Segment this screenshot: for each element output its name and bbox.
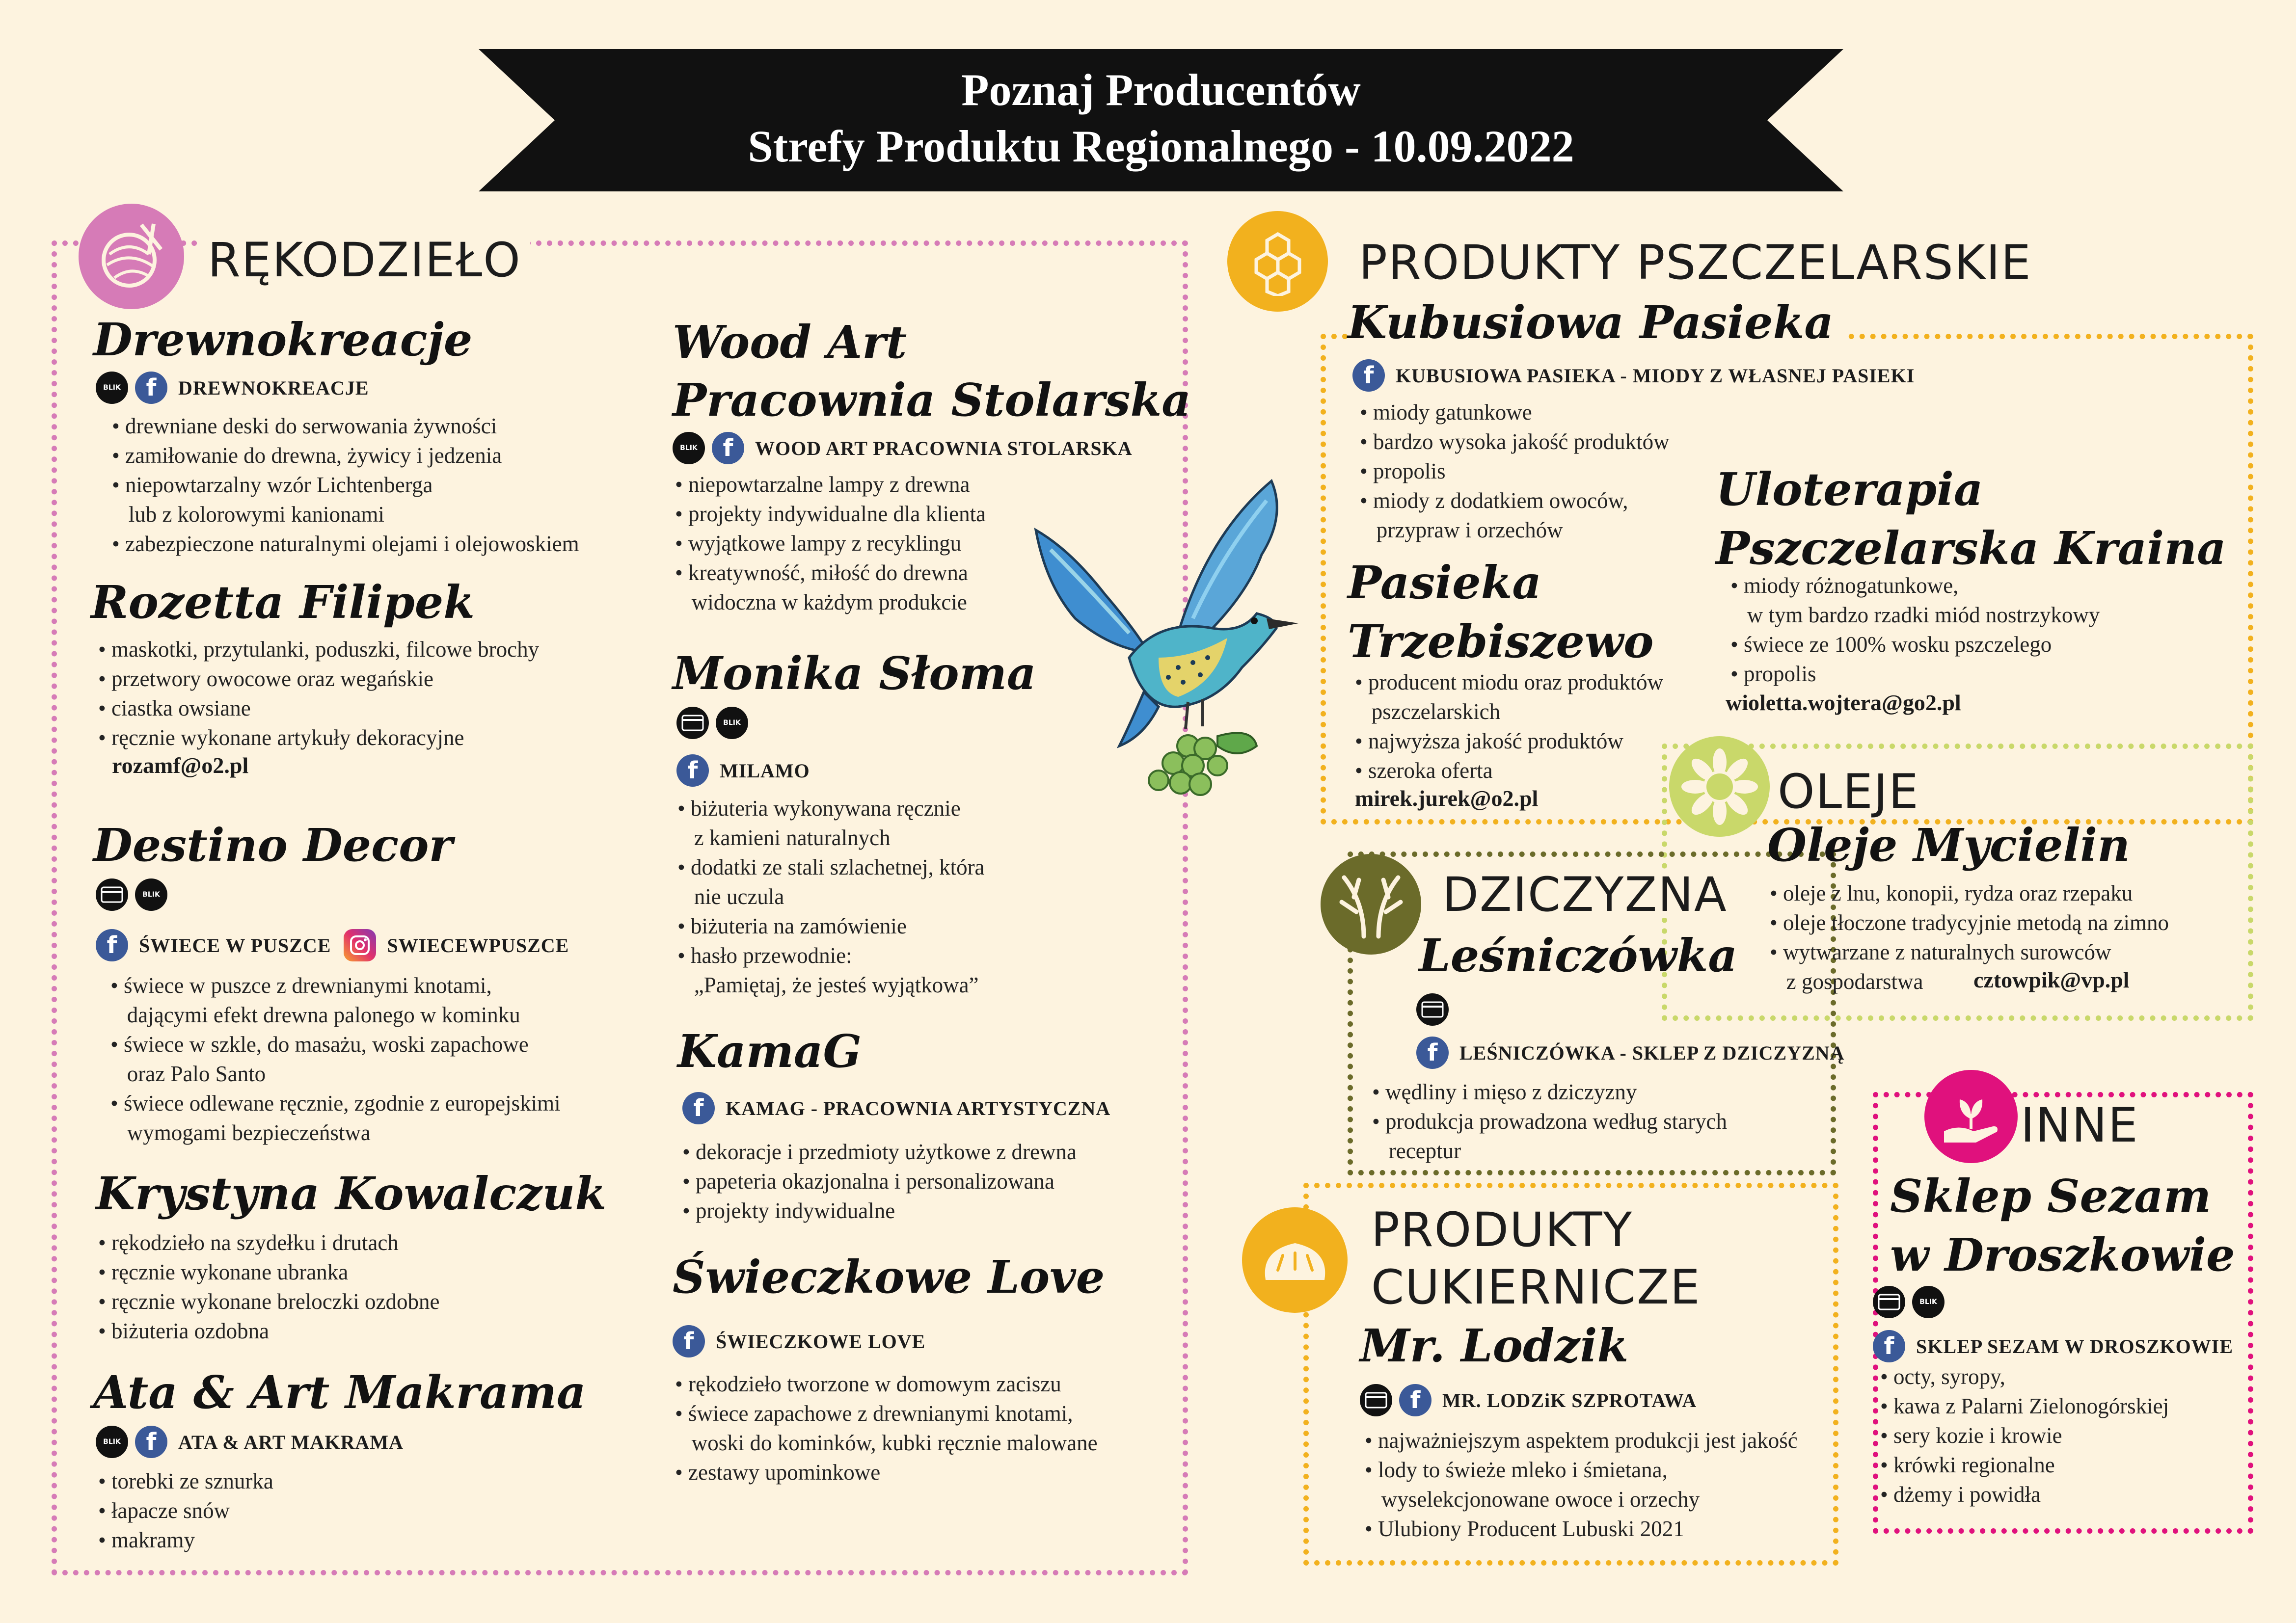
list-item: z gospodarstwa (1786, 969, 1923, 994)
list-item: nie uczula (694, 884, 784, 909)
producer-name-line2: Trzebiszewo (1348, 615, 1654, 668)
social-row (1360, 1384, 1702, 1416)
list-item: • oleje tłoczone tradycyjnie metodą na zimno (1770, 908, 2169, 937)
producer-name-line2: Pszczelarska Kraina (1716, 522, 2226, 575)
list-item: z kamieni naturalnych (694, 825, 891, 850)
product-list (110, 971, 561, 1147)
list-item: • świece ze 100% wosku pszczelego (1730, 630, 2100, 659)
sunflower-icon (1669, 736, 1770, 837)
producer-name-line2: Pracownia Stolarska (673, 373, 1191, 426)
product-list (1360, 398, 1670, 545)
list-item: • lody to świeże mleko i śmietana, (1365, 1455, 1798, 1485)
card-payment-icon (96, 878, 128, 911)
facebook-label[interactable]: ŚWIECZKOWE LOVE (716, 1330, 926, 1353)
list-item: receptur (1388, 1139, 1461, 1163)
category-cukiernicze-line1: PRODUKTY (1371, 1202, 1633, 1257)
product-list (682, 1137, 1077, 1225)
list-item: • kreatywność, miłość do drewna (675, 558, 986, 587)
product-list (98, 1228, 439, 1346)
product-list (1365, 1426, 1798, 1543)
list-item: „Pamiętaj, że jesteś wyjątkowa” (694, 973, 979, 997)
list-item: • bardzo wysoka jakość produktów (1360, 427, 1670, 456)
yarn-icon (79, 204, 184, 309)
category-pszczelarskie: PRODUKTY PSZCZELARSKIE (1350, 239, 2041, 286)
blik-icon: BLIK (716, 707, 748, 739)
product-list (677, 794, 985, 1000)
list-item: • ręcznie wykonane ubranka (98, 1257, 439, 1287)
bread-icon (1242, 1207, 1348, 1313)
producer-name: Leśniczówka (1419, 929, 1738, 982)
email[interactable]: rozamf@o2.pl (112, 753, 249, 778)
category-dziczyzna: DZICZYZNA (1433, 871, 1736, 918)
list-item: • biżuteria ozdobna (98, 1316, 439, 1346)
list-item: • świece w puszce z drewnianymi knotami, (110, 971, 561, 1000)
producer-name-line2: w Droszkowie (1890, 1228, 2235, 1281)
facebook-label[interactable]: MR. LODZiK SZPROTAWA (1442, 1389, 1697, 1411)
social-row (96, 1426, 409, 1458)
list-item: • octy, syropy, (1880, 1362, 2169, 1391)
social-row (96, 929, 575, 961)
list-item: • wyjątkowe lampy z recyklingu (675, 529, 986, 558)
producer-name-line1: Pasieka (1348, 556, 1541, 609)
producer-name: Destino Decor (93, 819, 453, 872)
social-row (673, 1325, 931, 1357)
producer-name: Krystyna Kowalczuk (96, 1167, 607, 1220)
bird-illustration (1031, 471, 1306, 825)
email[interactable]: cztowpik@vp.pl (1973, 967, 2130, 992)
email[interactable]: mirek.jurek@o2.pl (1355, 786, 1539, 811)
list-item: • hasło przewodnie: (677, 941, 985, 970)
list-item: oraz Palo Santo (127, 1062, 266, 1086)
list-item: • przetwory owocowe oraz wegańskie (98, 664, 539, 693)
producer-name: Ata & Art Makrama (93, 1366, 586, 1419)
list-item: • najważniejszym aspektem produkcji jest jakość (1365, 1426, 1798, 1455)
list-item: • maskotki, przytulanki, poduszki, filcowe brochy (98, 635, 539, 664)
list-item: • krówki regionalne (1880, 1450, 2169, 1480)
facebook-label[interactable]: ŚWIECE W PUSZCE (139, 934, 331, 957)
facebook-label[interactable]: ATA & ART MAKRAMA (178, 1431, 404, 1453)
list-item: widoczna w każdym produkcie (691, 590, 967, 614)
facebook-icon[interactable]: f (676, 754, 709, 787)
social-row (1416, 1037, 1851, 1069)
card-payment-icon (676, 707, 709, 739)
facebook-icon[interactable]: f (1399, 1384, 1432, 1416)
list-item: • świece zapachowe z drewnianymi knotami, (675, 1399, 1098, 1428)
category-oleje: OLEJE (1775, 768, 1922, 815)
producer-name: Świeczkowe Love (673, 1251, 1105, 1304)
producer-name: Oleje Mycielin (1767, 819, 2131, 872)
social-row (96, 372, 375, 404)
facebook-icon[interactable]: f (673, 1325, 705, 1357)
card-payment-icon (1873, 1286, 1905, 1318)
facebook-icon[interactable]: f (1416, 1037, 1449, 1069)
list-item: • łapacze snów (98, 1496, 273, 1525)
list-item: • projekty indywidualne (682, 1196, 1077, 1225)
list-item: • torebki ze sznurka (98, 1466, 273, 1496)
list-item: • drewniane deski do serwowania żywności (112, 411, 579, 441)
list-item: • świece w szkle, do masażu, woski zapachowe (110, 1030, 561, 1059)
payment-row (1873, 1286, 1945, 1318)
list-item: dającymi efekt drewna palonego w kominku (127, 1003, 520, 1027)
producer-name-line1: Sklep Sezam (1890, 1170, 2212, 1223)
banner-title-line1: Poznaj Producentów (961, 65, 1361, 115)
list-item: • miody z dodatkiem owoców, (1360, 486, 1670, 515)
list-item: • miody gatunkowe (1360, 398, 1670, 427)
product-list (675, 1369, 1098, 1487)
list-item: • dodatki ze stali szlachetnej, która (677, 852, 985, 882)
list-item: • rękodzieło na szydełku i drutach (98, 1228, 439, 1257)
facebook-label[interactable]: WOOD ART PRACOWNIA STOLARSKA (755, 437, 1133, 459)
list-item: • miody różnogatunkowe, (1730, 571, 2100, 600)
facebook-icon[interactable]: f (135, 372, 167, 404)
list-item: przypraw i orzechów (1376, 518, 1563, 542)
title-banner (479, 49, 1843, 191)
list-item: • biżuteria wykonywana ręcznie (677, 794, 985, 823)
list-item: wyselekcjonowane owoce i orzechy (1381, 1487, 1700, 1512)
list-item: pszczelarskich (1371, 699, 1501, 724)
honeycomb-icon (1227, 211, 1328, 312)
card-payment-icon (1360, 1384, 1392, 1416)
social-row (676, 754, 816, 787)
email[interactable]: wioletta.wojtera@go2.pl (1726, 690, 1961, 715)
list-item: • papeteria okazjonalna i personalizowana (682, 1167, 1077, 1196)
payment-row (1416, 993, 1449, 1026)
producer-name: Rozetta Filipek (91, 576, 475, 629)
list-item: • ręcznie wykonane artykuły dekoracyjne (98, 723, 539, 752)
list-item: • zestawy upominkowe (675, 1458, 1098, 1487)
list-item: • biżuteria na zamówienie (677, 911, 985, 941)
category-inne: INNE (2018, 1102, 2142, 1149)
list-item: • niepowtarzalny wzór Lichtenberga (112, 470, 579, 500)
product-list (112, 411, 579, 559)
producer-name: Drewnokreacje (93, 313, 473, 366)
facebook-label[interactable]: MILAMO (720, 759, 810, 782)
producer-name: KamaG (677, 1025, 862, 1078)
list-item: lub z kolorowymi kanionami (128, 502, 384, 527)
social-row (682, 1092, 1116, 1124)
facebook-label[interactable]: LEŚNICZÓWKA - SKLEP Z DZICZYZNĄ (1459, 1041, 1845, 1064)
list-item: • wędliny i mięso z dziczyzny (1372, 1077, 1727, 1107)
list-item: • zabezpieczone naturalnymi olejami i olejowoskiem (112, 529, 579, 559)
product-list (1355, 667, 1663, 785)
facebook-icon[interactable]: f (712, 432, 744, 464)
product-list (98, 635, 539, 752)
category-cukiernicze-line2: CUKIERNICZE (1371, 1260, 1701, 1315)
list-item: • dekoracje i przedmioty użytkowe z drewna (682, 1137, 1077, 1167)
facebook-label[interactable]: SKLEP SEZAM W DROSZKOWIE (1916, 1335, 2234, 1357)
instagram-label[interactable]: SWIECEWPUSZCE (387, 934, 569, 957)
blik-icon: BLIK (96, 372, 128, 404)
list-item: • Ulubiony Producent Lubuski 2021 (1365, 1514, 1798, 1543)
list-item: • ciastka owsiane (98, 693, 539, 723)
product-list (1372, 1077, 1727, 1166)
list-item: • sery kozie i krowie (1880, 1421, 2169, 1450)
product-list (1880, 1362, 2169, 1509)
category-rekodzielo: RĘKODZIEŁO (199, 237, 530, 284)
blik-icon: BLIK (96, 1426, 128, 1458)
facebook-icon[interactable]: f (135, 1426, 167, 1458)
producer-name-line1: Uloterapia (1716, 463, 1983, 516)
facebook-icon[interactable]: f (682, 1092, 715, 1124)
producer-name: Kubusiowa Pasieka (1348, 294, 1843, 351)
social-row (1352, 359, 1920, 392)
hand-plant-icon (1924, 1070, 2018, 1163)
list-item: • wytwarzane z naturalnych surowców (1770, 937, 2169, 967)
banner-title-line2: Strefy Produktu Regionalnego - 10.09.2022 (748, 121, 1574, 171)
list-item: • niepowtarzalne lampy z drewna (675, 470, 986, 499)
antlers-icon (1321, 854, 1421, 955)
product-list (675, 470, 986, 617)
product-list (98, 1466, 273, 1555)
facebook-label[interactable]: KAMAG - PRACOWNIA ARTYSTYCZNA (726, 1097, 1111, 1119)
facebook-label[interactable]: DREWNOKREACJE (178, 376, 369, 399)
producer-name: Mr. Lodzik (1360, 1319, 1629, 1372)
facebook-icon[interactable]: f (96, 929, 128, 961)
social-row (1873, 1330, 2239, 1362)
blik-icon: BLIK (1912, 1286, 1945, 1318)
list-item: • rękodzieło tworzone w domowym zaciszu (675, 1369, 1098, 1399)
list-item: • najwyższa jakość produktów (1355, 726, 1663, 756)
list-item: • kawa z Palarni Zielonogórskiej (1880, 1391, 2169, 1421)
list-item: • makramy (98, 1525, 273, 1555)
list-item: • producent miodu oraz produktów (1355, 667, 1663, 697)
facebook-icon[interactable]: f (1352, 359, 1385, 392)
list-item: • propolis (1360, 456, 1670, 486)
list-item: woski do kominków, kubki ręcznie malowane (691, 1431, 1098, 1455)
product-list (1730, 571, 2100, 689)
list-item: • projekty indywidualne dla klienta (675, 499, 986, 529)
card-payment-icon (1416, 993, 1449, 1026)
payment-row (676, 707, 748, 739)
list-item: wymogami bezpieczeństwa (127, 1120, 371, 1145)
facebook-label[interactable]: KUBUSIOWA PASIEKA - MIODY Z WŁASNEJ PASIEKI (1396, 364, 1915, 387)
list-item: • propolis (1730, 659, 2100, 689)
social-row (673, 432, 1138, 464)
blik-icon: BLIK (673, 432, 705, 464)
payment-row (96, 878, 167, 911)
list-item: • świece odlewane ręcznie, zgodnie z europejskimi (110, 1089, 561, 1118)
facebook-icon[interactable]: f (1873, 1330, 1905, 1362)
instagram-icon[interactable] (344, 929, 376, 961)
list-item: • dżemy i powidła (1880, 1480, 2169, 1509)
list-item: • szeroka oferta (1355, 756, 1663, 785)
blik-icon: BLIK (135, 878, 167, 911)
list-item: • zamiłowanie do drewna, żywicy i jedzenia (112, 441, 579, 470)
list-item: • oleje z lnu, konopii, rydza oraz rzepaku (1770, 878, 2169, 908)
producer-name: Monika Słoma (673, 647, 1036, 700)
list-item: w tym bardzo rzadki miód nostrzykowy (1747, 603, 2100, 627)
list-item: • produkcja prowadzona według starych (1372, 1107, 1727, 1136)
list-item: • ręcznie wykonane breloczki ozdobne (98, 1287, 439, 1316)
producer-name-line1: Wood Art (673, 316, 907, 369)
